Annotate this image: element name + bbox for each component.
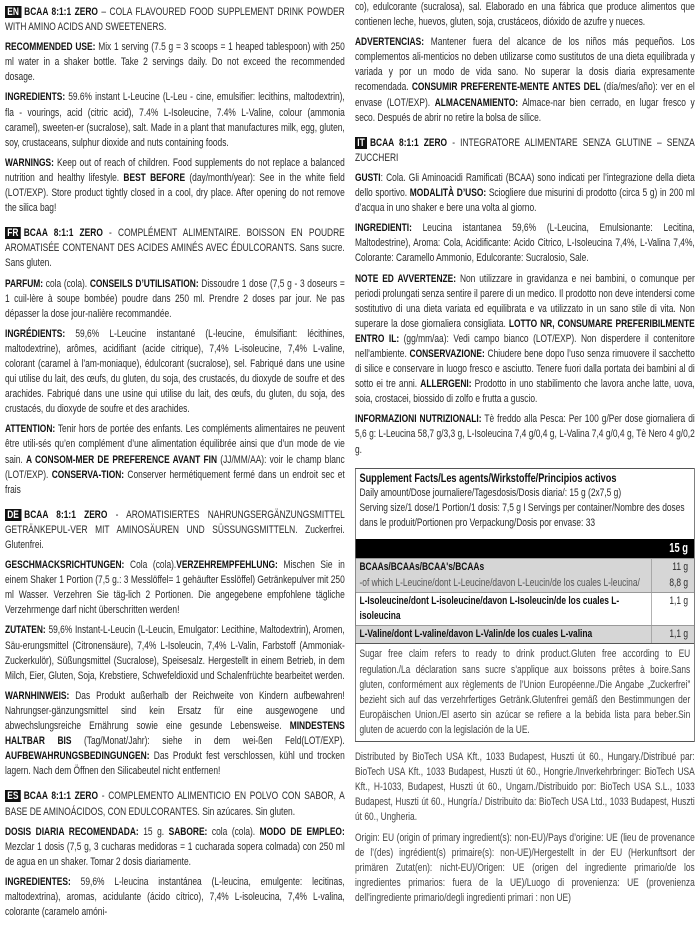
section-subtitle: - INTEGRATORE ALIMENTARE SENZA GLUTINE – SENZA ZUCCHERI — [355, 136, 695, 164]
paragraph-label: ALLERGENI: — [420, 378, 472, 391]
paragraph — [355, 221, 695, 266]
paragraph-label: CONSERVAZIONE: — [409, 347, 485, 360]
right-column — [355, 1, 695, 911]
paragraph-label: WARNINGS: — [5, 156, 54, 169]
paragraph-text: Leucina istantanea 59,6% (L-Leucina, Emulsionante: Lecitina, Maltodestrine), Aroma: Cola, Acidificante: Acido Citrico, L-Isoleucina 7,4%, L-Valina 7,4%, Colorante: Caramello Ammonio, Edulcorante: Sucralosio, Sale. — [355, 222, 695, 265]
paragraph-text: Das Produkt außerhalb der Reichweite von Kindern aufbewahren! Nahrungser-gänzungsmittel sind kein Ersatz für eine ausgewogene und abwechslungsreiche Ernährung sowie eine gesunde Lebensweise. — [5, 689, 345, 733]
paragraph-text: Mezclar 1 dosis (7,5 g, 3 cucharas medidoras = 1 cucharada sopera colmada) con 250 ml de agua en un shaker. Tomar 2 dosis diariamente. — [5, 840, 345, 868]
paragraph-text: Tè freddo alla Pesca: Per 100 g/Per dose giornaliera di 5,6 g: L-Leucina 58,7 g/3,3 g, L-Isoleucina 7,4 g/0,4 g, L-Valina 7,4 g/0,4 g, Tè Nero 4 g/0,2 g. — [355, 413, 695, 456]
paragraph-text: (Tag/Monat/Jahr): siehe in dem wei-ßen Feld(LOT/EXP). — [71, 735, 345, 748]
paragraph-text: Tenir hors de portée des enfants. Les compléments alimentaires ne peuvent être utili-sés qu’en complément d’une alimentation équilibrée ainsi que d’un mode de vie sain. — [5, 423, 345, 466]
section-subtitle: – COLA FLAVOURED FOOD SUPPLEMENT DRINK POWDER WITH AMINO ACIDS AND SWEETENERS. — [5, 6, 345, 34]
paragraph-text: Dissoudre 1 dose (7,5 g - 3 doseurs = 1 cuil-lère à soupe bombée) poudre dans 250 ml. Prendre 2 doses par jour. Ne pas dépasser la dose jour-nalière recommandée. — [5, 277, 345, 320]
paragraph-text: Prodotto in uno stabilimento che lavora anche latte, uova, soia, crostacei, biossido di zolfo e frutta a guscio. — [355, 378, 695, 406]
language-badge: FR — [5, 227, 21, 239]
paragraph-label: INGREDIENTI: — [355, 222, 412, 235]
daily-amount: Daily amount/Dose journaliere/Tagesdosis/Dosis diaria/: 15 g (2x7,5 g) — [359, 486, 622, 499]
paragraph — [5, 825, 345, 870]
paragraph-text: Origin: EU (origin of primary ingredient(s): non-EU)/Pays d’origine: UE (lieu de provenance de l’(des) ingrédient(s) primaire(s): non-UE)/Hergestellt in der EU (Herkunftsort der primären Zutat(en): nicht-EU)/Origen: UE (origen del ingrediente primario/de los ingredientes primarios: fuera de la UE)/Luogo di provenienza: UE (provenienza dell’ingrediente primario/degli ingredienti primari : non UE) — [355, 831, 695, 904]
table-row — [356, 592, 694, 625]
paragraph-label: GESCHMACKSRICHTUNGEN: — [5, 559, 125, 572]
paragraph-text: Mischen Sie in einem Shaker 1 Portion (7,5 g.: 3 Messlöffel= 1 gehäufter Esslöffel) Getränkepulver mit 250 ml Wasser. Verzehren Sie täg-lich 2 Portionen. Die angegebene empfohlene tägliche Verzehrmenge darf nicht überschritten werden! — [5, 559, 345, 617]
language-badge: EN — [5, 6, 21, 18]
paragraph-text: : Cola. Gli Aminoacidi Ramificati (BCAA) sono indicati per l’integrazione della dieta dello sportivo. — [355, 171, 695, 200]
paragraph — [5, 156, 345, 216]
paragraph — [355, 171, 695, 216]
paragraph-text: 59,6% L-Leucine instantané (L-leucine, émulsifiant: lécithines, maltodextrine), arômes, acidifiant (acide citrique), 7,4% L-isoleucine, 7,4% L-valine, colorant (caramel à l’am-moniaque), édulcorant (sucralose), sel. Fabriqué dans une usine qui utilise du lait, des œufs, du gluten, du soja, des crustacés, du dioxyde de soufre et des arachides. Fabriqué dans une usine qui utilise du lait, des œufs, du gluten, du soja, des crustacés, du dioxyde de soufre et des arachides. — [5, 327, 345, 416]
table-row — [356, 576, 694, 592]
paragraph-text: Cola (cola). — [124, 559, 177, 572]
section-subtitle: - COMPLÉMENT ALIMENTAIRE. BOISSON EN POUDRE AROMATISÉE CONTENANT DES ACIDES AMINÉS AVEC ÉDULCORANTS. Sans sucre. Sans gluten. — [5, 227, 345, 270]
product-title: BCAA 8:1:1 ZERO — [23, 790, 98, 803]
paragraph-text: Mantener fuera del alcance de los niños más pequeños. Los complementos ali-menticios no deben utilizarse como sustitutos de una dieta equilibrada y variada y por un modo de vida sano. No superar la dosis diaria expresamente recomendada. — [355, 36, 695, 94]
paragraph-text: 15 g. — [138, 825, 169, 838]
paragraph-label: PARFUM: — [5, 277, 44, 290]
serving-info: Serving size/1 dose/1 Portion/1 dosis: 7,5 g I Servings per container/Nombre des doses dans le produit/Portionen pro Verpackung/Dosis por envase: 33 — [359, 501, 685, 529]
paragraph-label: LOTTO NR, CONSUMARE PREFERIBILMENTE ENTRO IL: — [355, 317, 695, 345]
paragraph-text: 59,6% Instant-L-Leucin (L-Leucin, Emulgator: Lecithine, Maltodextrin), Aromen, Säu-erungsmittel (Citronensäure), 7,4% L-Isoleucin, 7,4% L-Valin, Farbstoff (Ammoniak-Zuckerkulör), Süßungsmittel (Sucralose), Speisesalz. Hergestellt in einem Betrieb, in dem Milch, Eier, Gluten, Soja, Krebstiere, Schwefeldioxid und Schalenfrüchte bearbeitet werden. — [5, 624, 345, 682]
paragraph — [5, 689, 345, 780]
row-name: L-Valine/dont L-valine/davon L-Valin/de los cuales L-valina — [359, 628, 593, 641]
paragraph-label: DOSIS DIARIA RECOMENDADA: — [5, 825, 139, 838]
paragraph-label: INGRÉDIENTS: — [5, 327, 66, 340]
section-header — [5, 508, 345, 553]
paragraph-label: MINDESTENS HALTBAR BIS — [5, 720, 345, 748]
paragraph-text: (day/month/year): See in the white field (LOT/EXP). Store product tightly closed in a cool, dry place. After opening do not remove the silica bag! — [5, 171, 345, 215]
paragraph-label: INGREDIENTS: — [5, 91, 66, 104]
paragraph-label: CONSEILS D’UTILISATION: — [89, 277, 199, 290]
row-value: 8,8 g — [651, 576, 694, 592]
paragraph — [355, 272, 695, 408]
paragraph-label: WARNHINWEIS: — [5, 689, 70, 702]
table-row — [356, 558, 694, 576]
product-title: BCAA 8:1:1 ZERO — [24, 6, 98, 18]
paragraph-label: MODALITÀ D’USO: — [409, 187, 487, 200]
paragraph-text: Almace-nar bien cerrado, en lugar fresco y seco. Después de abrir no retire la bolsa de sílice. — [355, 96, 695, 124]
paragraph — [5, 40, 345, 85]
paragraph — [5, 422, 345, 497]
table-header — [356, 469, 694, 535]
paragraph-label: SABORE: — [168, 825, 208, 838]
paragraph-text: 59,6% L-leucina instantánea (L-leucina, emulgente: lecitinas, maltodextrina), aromas, acidulante (ácido cítrico), 7,4% L-isoleucina, 7,4% L-valina, colorante (caramelo amóni- — [5, 875, 345, 919]
paragraph-text: Sciogliere due misurini di prodotto (circa 5 g) in 200 ml d’acqua in uno shaker e bere una volta al giorno. — [355, 187, 695, 215]
paragraph-label: CONSERVA-TION: — [51, 468, 125, 481]
paragraph — [5, 558, 345, 618]
paragraph-text: 59.6% instant L-Leucine (L-Leu - cine, emulsifier: lecithins, maltodextrin), fla - vourings, acid (citric acid), 7.4% L-Isoleucine, 7.4% L-Valine, colour (ammonia caramel), sweeten-er (sucralose), salt. Made in a plant that manufactures milk, egg, gluten, soy, crustaceans, sulphur dioxide and nuts containing foods. — [5, 91, 345, 149]
paragraph-label: GUSTI — [355, 171, 381, 184]
paragraph-text: (JJ/MM/AA): voir le champ blanc (LOT/EXP). — [5, 453, 345, 481]
paragraph — [355, 412, 695, 457]
paragraph-text: (día/mes/año): ver en el envase (LOT/EXP). — [355, 81, 695, 109]
left-column — [5, 5, 345, 925]
amount-column-header: 15 g — [356, 539, 694, 558]
table-footnote: Sugar free claim refers to ready to drink product.Gluten free according to EU regulation./La déclaration sans sucre s’applique aux boissons prêtes à boire.Sans gluten, conformément aux règlements de l’Union Européenne./Die Angabe „Zuckerfrei” bezieht sich auf das verzehrfertiges Getränk.Glutenfrei gemäß den Bestimmungen der Europäischen Union./El aserto sin azúcar se refiere a la bebida lista para beber.Sin gluten de acuerdo con la legislación de la UE. — [356, 643, 694, 741]
section-subtitle: - COMPLEMENTO ALIMENTICIO EN POLVO CON SABOR, A BASE DE AMINOÁCIDOS, CON EDULCORANTES. Sin azúcares. Sin gluten. — [5, 790, 345, 818]
paragraph-label: NOTE ED AVVERTENZE: — [355, 272, 457, 285]
paragraph-text: Non utilizzare in gravidanza e nei bambini, o comunque per periodi prolungati senza sentire il parere di un medico. Il prodotto non deve intendersi come sostitutivo di una dieta variata ed equilibrata e va utilizzato in un sano stile di vita. Non superare la dose giornaliera consigliata. — [355, 272, 695, 330]
paragraph — [355, 0, 695, 30]
paragraph-text: Keep out of reach of children. Food supplements do not replace a balanced nutrition and healthy lifestyle. — [5, 156, 345, 184]
paragraph-label: CONSUMIR PREFERENTE-MENTE ANTES DEL — [411, 81, 601, 94]
paragraph-label: MODO DE EMPLEO: — [259, 825, 345, 838]
product-title: BCAA 8:1:1 ZERO — [23, 227, 103, 240]
section-header — [5, 789, 345, 819]
row-name: BCAAs/BCAAs/BCAA's/BCAAs — [359, 561, 485, 573]
paragraph-text: cola (cola). — [207, 825, 260, 838]
paragraph-text: Chiudere bene dopo l’uso senza rimuovere il sacchetto di silice e conservare in luogo fresco e asciutto. Tenere fuori dalla portata dei bambini al di sotto ei tre anni. — [355, 347, 695, 391]
paragraph-text: cola (cola). — [43, 277, 90, 290]
paragraph-label: RECOMMENDED USE: — [5, 41, 96, 54]
paragraph-text: Distributed by BioTech USA Kft., 1033 Budapest, Huszti út 60., Hungary./Distribué par: BioTech USA Kft., 1033 Budapest, Huszti út 60., Hongrie./Inverkehrbringer: BioTech USA Kft., H-1033, Budapest, Huszti út 60., Ungarn./Distribuido por: BioTech USA S.L., 1033 Budapest, Huszti út 60., Hungría./ Distribuito da: BioTech USA Ltd., 1033 Budapest, Huszti út 60., Ungheria. — [355, 751, 695, 824]
row-name: L-Isoleucine/dont L-isoleucine/davon L-Isoleucin/de los cuales L-isoleucina — [359, 595, 620, 623]
paragraph — [5, 875, 345, 920]
paragraph-label: ADVERTENCIAS: — [355, 36, 424, 49]
paragraph — [5, 90, 345, 150]
paragraph-label: INGREDIENTES: — [5, 875, 71, 888]
section-header — [5, 5, 345, 35]
language-badge: IT — [355, 137, 367, 149]
section-header — [5, 226, 345, 271]
table-row — [356, 625, 694, 643]
paragraph-text: co), edulcorante (sucralosa), sal. Elaborado en una fábrica que produce alimentos que contienen leche, huevos, gluten, soja, crustáceos, dióxido de azufre y nueces. — [355, 1, 695, 29]
section-header — [355, 136, 695, 166]
paragraph-label: BEST BEFORE — [123, 171, 186, 184]
paragraph-label: VERZEHREMPFEHLUNG: — [176, 559, 278, 572]
row-value: 1,1 g — [651, 626, 694, 643]
paragraph-text: Das Produkt fest verschlossen, kühl und trocken lagern. Nach dem Öffnen den Silicabeutel nicht entfernen! — [5, 750, 345, 778]
row-value: 1,1 g — [651, 593, 694, 625]
paragraph — [355, 35, 695, 126]
table-title: Supplement Facts/Les agents/Wirkstoffe/Principios activos — [359, 470, 617, 485]
product-title: BCAA 8:1:1 ZERO — [24, 508, 108, 521]
paragraph — [5, 623, 345, 683]
paragraph-text: Mix 1 serving (7.5 g = 3 scoops = 1 heaped tablespoon) with 250 ml water in a shaker bottle. Take 2 servings daily. Do not exceed the recommended dosage. — [5, 41, 345, 84]
language-badge: ES — [5, 790, 21, 802]
product-title: BCAA 8:1:1 ZERO — [369, 136, 448, 149]
paragraph-label: A CONSOM-MER DE PREFERENCE AVANT FIN — [25, 453, 218, 466]
paragraph — [355, 831, 695, 906]
paragraph-label: INFORMAZIONI NUTRIZIONALI: — [355, 413, 482, 426]
paragraph — [5, 277, 345, 322]
paragraph-text: Conserver hermétiquement fermé dans un endroit sec et frais — [5, 468, 345, 496]
paragraph-label: ZUTATEN: — [5, 624, 46, 637]
paragraph — [355, 750, 695, 825]
section-subtitle: - AROMATISIERTES NAHRUNGSERGÄNZUNGSMITTEL GETRÄNKEPUL-VER MIT AMINOSÄUREN UND SÜSSUNGSMITTELN. Zuckerfrei. Glutenfrei. — [5, 508, 345, 551]
paragraph-label: ALMACENAMIENTO: — [434, 96, 519, 109]
paragraph — [5, 327, 345, 418]
language-badge: DE — [5, 509, 21, 521]
paragraph-label: AUFBEWAHRUNGSBEDINGUNGEN: — [5, 750, 150, 763]
row-name: -of which L-Leucine/dont L-Leucine/davon L-Leucin/de los cuales L-leucina/ — [359, 577, 640, 590]
row-value: 11 g — [651, 559, 694, 576]
paragraph-text: (gg/mm/aa): Vedi campo bianco (LOT/EXP). Non disperdere il contenitore nell’ambiente. — [355, 332, 695, 360]
paragraph-label: ATTENTION: — [5, 423, 56, 436]
supplement-facts-table — [355, 468, 695, 742]
